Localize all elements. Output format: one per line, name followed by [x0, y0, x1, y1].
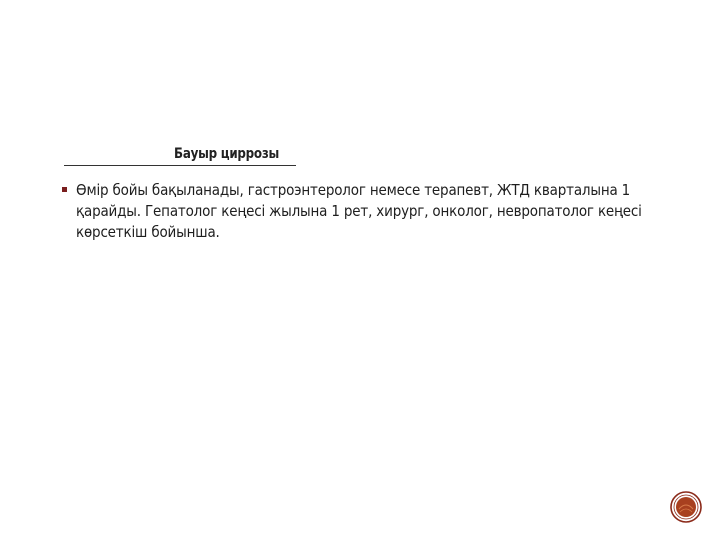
bullet-marker-icon [62, 187, 67, 192]
bullet-item-text: Өмір бойы бақыланады, гастроэнтеролог немесе терапевт, ЖТД кварталына 1 қарайды. Гепатолог кеңесі жылына 1 рет, хирург, онколог, невропатолог кеңесі көрсеткіш бойынша. [76, 181, 642, 241]
title-underline [64, 165, 296, 166]
circular-emblem-icon [670, 491, 702, 523]
slide-title: Бауыр циррозы [174, 146, 280, 162]
